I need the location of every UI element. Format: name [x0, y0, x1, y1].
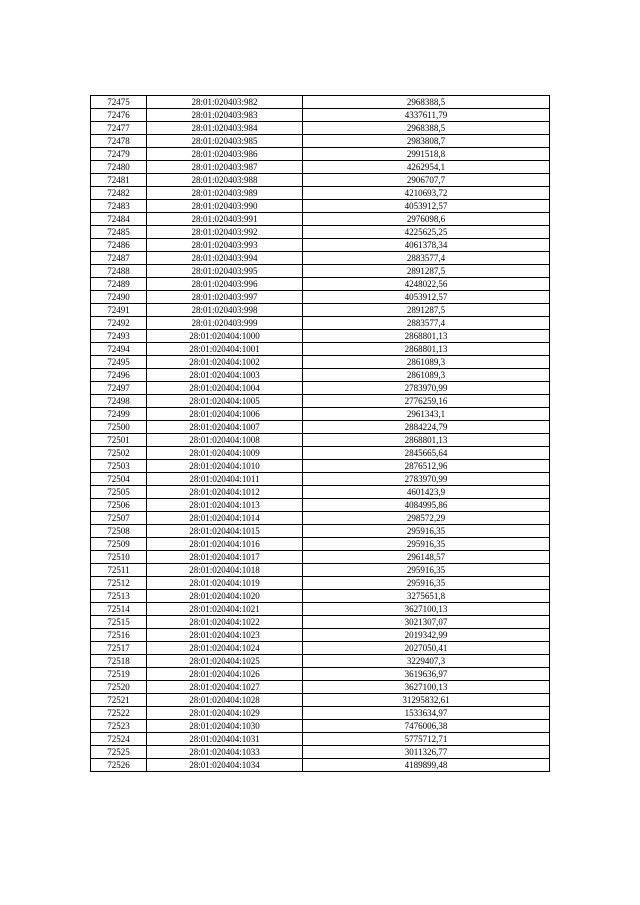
table-row	[91, 304, 550, 317]
cadastral-value-cell: 2906707,7	[303, 174, 550, 187]
cadastral-value-cell: 2783970,99	[303, 473, 550, 486]
cadastral-number-cell: 28:01:020404:1021	[147, 603, 303, 616]
cadastral-value-cell: 4053912,57	[303, 200, 550, 213]
row-number-cell: 72491	[91, 304, 147, 317]
cadastral-number-cell: 28:01:020404:1034	[147, 759, 303, 772]
cadastral-number-cell: 28:01:020404:1000	[147, 330, 303, 343]
cadastral-value-cell: 4053912,57	[303, 291, 550, 304]
cadastral-number-cell: 28:01:020404:1025	[147, 655, 303, 668]
row-number-cell: 72516	[91, 629, 147, 642]
table-row	[91, 603, 550, 616]
row-number-cell: 72517	[91, 642, 147, 655]
cadastral-number-cell: 28:01:020403:999	[147, 317, 303, 330]
table-row	[91, 174, 550, 187]
cadastral-value-cell: 2891287,5	[303, 304, 550, 317]
table-row	[91, 551, 550, 564]
table-row	[91, 135, 550, 148]
table-body	[91, 96, 550, 772]
cadastral-value-cell: 2884224,79	[303, 421, 550, 434]
table-row	[91, 148, 550, 161]
table-row	[91, 668, 550, 681]
table-row	[91, 122, 550, 135]
cadastral-number-cell: 28:01:020404:1016	[147, 538, 303, 551]
row-number-cell: 72503	[91, 460, 147, 473]
cadastral-value-cell: 2868801,13	[303, 434, 550, 447]
row-number-cell: 72490	[91, 291, 147, 304]
cadastral-number-cell: 28:01:020403:982	[147, 96, 303, 109]
row-number-cell: 72493	[91, 330, 147, 343]
cadastral-value-cell: 2019342,99	[303, 629, 550, 642]
cadastral-value-cell: 2776259,16	[303, 395, 550, 408]
row-number-cell: 72496	[91, 369, 147, 382]
cadastral-value-cell: 298572,29	[303, 512, 550, 525]
table-row	[91, 447, 550, 460]
cadastral-value-cell: 295916,35	[303, 538, 550, 551]
cadastral-value-cell: 5775712,71	[303, 733, 550, 746]
cadastral-number-cell: 28:01:020404:1005	[147, 395, 303, 408]
row-number-cell: 72492	[91, 317, 147, 330]
cadastral-number-cell: 28:01:020404:1007	[147, 421, 303, 434]
cadastral-number-cell: 28:01:020404:1003	[147, 369, 303, 382]
row-number-cell: 72514	[91, 603, 147, 616]
cadastral-value-cell: 3627100,13	[303, 681, 550, 694]
row-number-cell: 72518	[91, 655, 147, 668]
cadastral-number-cell: 28:01:020403:992	[147, 226, 303, 239]
cadastral-value-cell: 4084995,86	[303, 499, 550, 512]
row-number-cell: 72475	[91, 96, 147, 109]
row-number-cell: 72525	[91, 746, 147, 759]
table-row	[91, 759, 550, 772]
cadastral-value-cell: 4061378,34	[303, 239, 550, 252]
row-number-cell: 72512	[91, 577, 147, 590]
cadastral-number-cell: 28:01:020404:1030	[147, 720, 303, 733]
row-number-cell: 72515	[91, 616, 147, 629]
row-number-cell: 72507	[91, 512, 147, 525]
row-number-cell: 72487	[91, 252, 147, 265]
cadastral-value-cell: 2891287,5	[303, 265, 550, 278]
table-row	[91, 226, 550, 239]
cadastral-value-cell: 2983808,7	[303, 135, 550, 148]
table-row	[91, 278, 550, 291]
cadastral-number-cell: 28:01:020404:1012	[147, 486, 303, 499]
cadastral-number-cell: 28:01:020404:1026	[147, 668, 303, 681]
table-row	[91, 382, 550, 395]
row-number-cell: 72509	[91, 538, 147, 551]
table-row	[91, 512, 550, 525]
table-row	[91, 408, 550, 421]
cadastral-value-cell: 4262954,1	[303, 161, 550, 174]
cadastral-value-cell: 31295832,61	[303, 694, 550, 707]
cadastral-number-cell: 28:01:020404:1018	[147, 564, 303, 577]
cadastral-value-cell: 3619636,97	[303, 668, 550, 681]
row-number-cell: 72502	[91, 447, 147, 460]
cadastral-value-cell: 2868801,13	[303, 330, 550, 343]
row-number-cell: 72520	[91, 681, 147, 694]
cadastral-value-cell: 3229407,3	[303, 655, 550, 668]
cadastral-number-cell: 28:01:020404:1001	[147, 343, 303, 356]
table-row	[91, 369, 550, 382]
table-row	[91, 733, 550, 746]
row-number-cell: 72519	[91, 668, 147, 681]
table-row	[91, 434, 550, 447]
cadastral-value-cell: 2868801,13	[303, 343, 550, 356]
table-row	[91, 577, 550, 590]
table-row	[91, 96, 550, 109]
cadastral-value-cell: 4337611,79	[303, 109, 550, 122]
cadastral-value-cell: 2861089,3	[303, 369, 550, 382]
table-row	[91, 330, 550, 343]
cadastral-number-cell: 28:01:020404:1010	[147, 460, 303, 473]
table-row	[91, 499, 550, 512]
table-row	[91, 265, 550, 278]
cadastral-value-cell: 2968388,5	[303, 96, 550, 109]
table-row	[91, 252, 550, 265]
row-number-cell: 72476	[91, 109, 147, 122]
cadastral-number-cell: 28:01:020403:993	[147, 239, 303, 252]
table-row	[91, 421, 550, 434]
table-row	[91, 720, 550, 733]
row-number-cell: 72486	[91, 239, 147, 252]
cadastral-number-cell: 28:01:020404:1011	[147, 473, 303, 486]
cadastral-number-cell: 28:01:020403:985	[147, 135, 303, 148]
cadastral-number-cell: 28:01:020403:984	[147, 122, 303, 135]
table-row	[91, 616, 550, 629]
cadastral-value-cell: 2876512,96	[303, 460, 550, 473]
row-number-cell: 72484	[91, 213, 147, 226]
table-row	[91, 681, 550, 694]
row-number-cell: 72523	[91, 720, 147, 733]
row-number-cell: 72510	[91, 551, 147, 564]
cadastral-value-cell: 4189899,48	[303, 759, 550, 772]
table-row	[91, 564, 550, 577]
row-number-cell: 72494	[91, 343, 147, 356]
cadastral-value-cell: 2991518,8	[303, 148, 550, 161]
table-row	[91, 317, 550, 330]
cadastral-number-cell: 28:01:020404:1009	[147, 447, 303, 460]
cadastral-number-cell: 28:01:020403:989	[147, 187, 303, 200]
cadastral-value-cell: 295916,35	[303, 564, 550, 577]
row-number-cell: 72489	[91, 278, 147, 291]
cadastral-number-cell: 28:01:020403:997	[147, 291, 303, 304]
cadastral-number-cell: 28:01:020403:988	[147, 174, 303, 187]
cadastral-number-cell: 28:01:020404:1013	[147, 499, 303, 512]
cadastral-value-cell: 2861089,3	[303, 356, 550, 369]
cadastral-value-cell: 4225625,25	[303, 226, 550, 239]
cadastral-number-cell: 28:01:020403:991	[147, 213, 303, 226]
row-number-cell: 72526	[91, 759, 147, 772]
table-row	[91, 161, 550, 174]
row-number-cell: 72477	[91, 122, 147, 135]
cadastral-value-cell: 1533634,97	[303, 707, 550, 720]
cadastral-number-cell: 28:01:020404:1015	[147, 525, 303, 538]
row-number-cell: 72483	[91, 200, 147, 213]
cadastral-value-cell: 3011326,77	[303, 746, 550, 759]
row-number-cell: 72481	[91, 174, 147, 187]
table-row	[91, 395, 550, 408]
cadastral-number-cell: 28:01:020404:1014	[147, 512, 303, 525]
cadastral-value-cell: 3021307,07	[303, 616, 550, 629]
row-number-cell: 72479	[91, 148, 147, 161]
row-number-cell: 72513	[91, 590, 147, 603]
cadastral-value-cell: 2883577,4	[303, 252, 550, 265]
table-row	[91, 538, 550, 551]
cadastral-number-cell: 28:01:020403:987	[147, 161, 303, 174]
cadastral-value-cell: 2783970,99	[303, 382, 550, 395]
cadastral-value-cell: 2968388,5	[303, 122, 550, 135]
cadastral-value-cell: 2976098,6	[303, 213, 550, 226]
row-number-cell: 72482	[91, 187, 147, 200]
table-row	[91, 213, 550, 226]
table-row	[91, 343, 550, 356]
row-number-cell: 72498	[91, 395, 147, 408]
cadastral-number-cell: 28:01:020404:1017	[147, 551, 303, 564]
cadastral-value-cell: 4248022,56	[303, 278, 550, 291]
cadastral-number-cell: 28:01:020403:983	[147, 109, 303, 122]
cadastral-number-cell: 28:01:020404:1008	[147, 434, 303, 447]
cadastral-value-cell: 2027050,41	[303, 642, 550, 655]
table-row	[91, 694, 550, 707]
table-row	[91, 291, 550, 304]
row-number-cell: 72485	[91, 226, 147, 239]
row-number-cell: 72508	[91, 525, 147, 538]
row-number-cell: 72501	[91, 434, 147, 447]
table-row	[91, 200, 550, 213]
row-number-cell: 72521	[91, 694, 147, 707]
table-row	[91, 642, 550, 655]
cadastral-value-cell: 296148,57	[303, 551, 550, 564]
cadastral-number-cell: 28:01:020404:1033	[147, 746, 303, 759]
cadastral-number-cell: 28:01:020403:994	[147, 252, 303, 265]
cadastral-value-cell: 4210693,72	[303, 187, 550, 200]
row-number-cell: 72524	[91, 733, 147, 746]
table-row	[91, 655, 550, 668]
row-number-cell: 72511	[91, 564, 147, 577]
cadastral-value-cell: 4601423,9	[303, 486, 550, 499]
row-number-cell: 72506	[91, 499, 147, 512]
cadastral-value-cell: 295916,35	[303, 525, 550, 538]
cadastral-value-cell: 2845665,64	[303, 447, 550, 460]
row-number-cell: 72495	[91, 356, 147, 369]
cadastral-number-cell: 28:01:020403:996	[147, 278, 303, 291]
cadastral-value-cell: 7476006,38	[303, 720, 550, 733]
cadastral-number-cell: 28:01:020404:1019	[147, 577, 303, 590]
cadastral-value-table	[90, 95, 550, 772]
table-row	[91, 525, 550, 538]
cadastral-number-cell: 28:01:020404:1002	[147, 356, 303, 369]
row-number-cell: 72497	[91, 382, 147, 395]
cadastral-number-cell: 28:01:020403:986	[147, 148, 303, 161]
table-row	[91, 356, 550, 369]
cadastral-number-cell: 28:01:020403:998	[147, 304, 303, 317]
cadastral-number-cell: 28:01:020403:995	[147, 265, 303, 278]
row-number-cell: 72480	[91, 161, 147, 174]
row-number-cell: 72488	[91, 265, 147, 278]
cadastral-number-cell: 28:01:020404:1020	[147, 590, 303, 603]
cadastral-number-cell: 28:01:020404:1028	[147, 694, 303, 707]
row-number-cell: 72478	[91, 135, 147, 148]
table-row	[91, 239, 550, 252]
table-row	[91, 486, 550, 499]
row-number-cell: 72504	[91, 473, 147, 486]
cadastral-number-cell: 28:01:020404:1024	[147, 642, 303, 655]
row-number-cell: 72522	[91, 707, 147, 720]
cadastral-number-cell: 28:01:020404:1006	[147, 408, 303, 421]
table-row	[91, 460, 550, 473]
cadastral-number-cell: 28:01:020404:1022	[147, 616, 303, 629]
cadastral-value-cell: 3627100,13	[303, 603, 550, 616]
cadastral-number-cell: 28:01:020404:1031	[147, 733, 303, 746]
row-number-cell: 72505	[91, 486, 147, 499]
table-row	[91, 109, 550, 122]
table-row	[91, 629, 550, 642]
cadastral-value-cell: 2961343,1	[303, 408, 550, 421]
cadastral-number-cell: 28:01:020404:1029	[147, 707, 303, 720]
cadastral-number-cell: 28:01:020404:1004	[147, 382, 303, 395]
table-row	[91, 187, 550, 200]
table-row	[91, 746, 550, 759]
cadastral-value-cell: 3275651,8	[303, 590, 550, 603]
row-number-cell: 72499	[91, 408, 147, 421]
cadastral-number-cell: 28:01:020404:1023	[147, 629, 303, 642]
cadastral-number-cell: 28:01:020404:1027	[147, 681, 303, 694]
row-number-cell: 72500	[91, 421, 147, 434]
cadastral-value-cell: 2883577,4	[303, 317, 550, 330]
table-row	[91, 590, 550, 603]
table-row	[91, 707, 550, 720]
cadastral-number-cell: 28:01:020403:990	[147, 200, 303, 213]
cadastral-value-cell: 295916,35	[303, 577, 550, 590]
table-row	[91, 473, 550, 486]
